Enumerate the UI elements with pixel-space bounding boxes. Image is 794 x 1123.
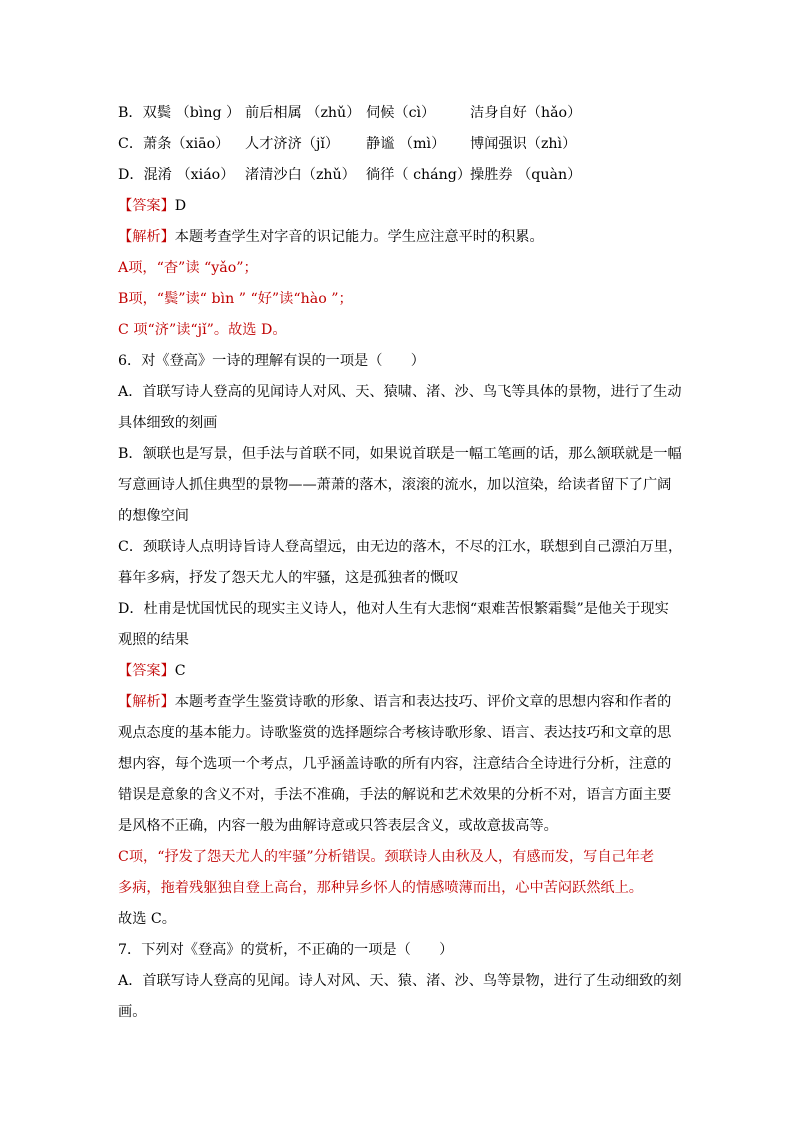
q6-option-b-line: 写意画诗人抓住典型的景物——萧萧的落木，滚滚的流水，加以渲染，给读者留下了广阔 (118, 477, 672, 493)
q6-analysis-line: 想内容，每个选项一个考点，几乎涵盖诗歌的所有内容，注意结合全诗进行分析，注意的 (118, 756, 672, 772)
q6-option-b-line: B．颔联也是写景，但手法与首联不同，如果说首联是一幅工笔画的话，那么颔联就是一幅 (118, 446, 682, 462)
answer-value: D (174, 198, 187, 214)
q5-analysis (118, 222, 680, 253)
answer-tag: 【答案】 (118, 663, 175, 679)
option-text (118, 98, 240, 129)
option-word: 渚清沙白（zhǔ） (245, 167, 356, 183)
q6-note-line: C项，“抒发了怨天尤人的牢骚”分析错误。颈联诗人由秋及人，有感而发，写自己年老 (118, 849, 655, 865)
q5-note-c: C 项“济”读“jǐ”。故选 D。 (118, 322, 287, 338)
q6-note-line: 多病，拖着残躯独自登上高台，那种异乡怀人的情感喷薄而出，心中苦闷跃然纸上。 (118, 880, 643, 896)
option-letter: B． (118, 105, 143, 121)
q6-option-d-line: D．杜甫是忧国忧民的现实主义诗人，他对人生有大悲悯“艰难苦恨繁霜鬓”是他关于现实 (118, 601, 669, 617)
option-letter: C． (118, 136, 144, 152)
q7-stem: 7．下列对《登高》的赏析，不正确的一项是（ ） (118, 942, 454, 958)
q5-answer (118, 191, 680, 222)
q6-option-c-line: 暮年多病，抒发了怨天尤人的牢骚，这是孤独者的慨叹 (118, 570, 459, 586)
option-letter: D． (118, 167, 144, 183)
q6-option-a-line: A．首联写诗人登高的见闻诗人对风、天、猿啸、渚、沙、鸟飞等具体的景物，进行了生动 (118, 384, 682, 400)
q7-option-a-line: 画。 (118, 1004, 147, 1020)
analysis-text: 本题考查学生对字音的识记能力。学生应注意平时的积累。 (174, 229, 544, 245)
q5-option-b (118, 98, 680, 129)
q5-note-a: A项，“杳”读 “yǎo”； (118, 260, 258, 276)
option-word: 前后相属 （zhǔ） (245, 105, 361, 121)
analysis-text: 本题考查学生鉴赏诗歌的形象、语言和表达技巧、评价文章的思想内容和作者的 (174, 694, 672, 710)
answer-value: C (174, 663, 186, 679)
option-word: 双鬓 （bìng ） (142, 105, 241, 121)
analysis-tag: 【解析】 (118, 229, 175, 245)
q7-option-a-line: A．首联写诗人登高的见闻。诗人对风、天、猿、渚、沙、鸟等景物，进行了生动细致的刻 (118, 973, 682, 989)
q6-option-c-line: C．颈联诗人点明诗旨诗人登高望远，由无边的落木，不尽的江水，联想到自己漂泊万里， (118, 539, 683, 555)
option-word: 混淆 （xiáo） (143, 167, 235, 183)
q6-analysis-line: 错误是意象的含义不对，手法不准确，手法的解说和艺术效果的分析不对，语言方面主要 (118, 787, 672, 803)
option-word: 人才济济（jǐ） (245, 136, 340, 152)
option-word: 萧条（xiāo） (143, 136, 230, 152)
analysis-tag: 【解析】 (118, 694, 175, 710)
q5-note-b: B项，“鬓”读“ bìn ” “好”读“hào ”； (118, 291, 353, 307)
option-word: 操胜券 （quàn） (470, 167, 582, 183)
option-word: 博闻强识（zhì） (470, 136, 577, 152)
q6-option-a-line: 具体细致的刻画 (118, 415, 218, 431)
q6-analysis-line: 是风格不正确，内容一般为曲解诗意或只答表层含义，或故意拔高等。 (118, 818, 558, 834)
option-word: 伺候（cì） (366, 105, 436, 121)
q6-analysis-line (118, 687, 680, 718)
option-text (118, 160, 234, 191)
option-word: 洁身自好（hǎo） (470, 105, 582, 121)
q6-conclusion: 故选 C。 (118, 911, 176, 927)
document-page (118, 98, 683, 1028)
q5-option-c (118, 129, 680, 160)
q6-option-d-line: 观照的结果 (118, 632, 189, 648)
q6-stem: 6．对《登高》一诗的理解有误的一项是（ ） (118, 353, 425, 369)
q5-option-d (118, 160, 680, 191)
option-word: 徜徉（ cháng） (366, 167, 472, 183)
option-text (118, 129, 229, 160)
q6-analysis-line: 观点态度的基本能力。诗歌鉴赏的选择题综合考核诗歌形象、语言、表达技巧和文章的思 (118, 725, 672, 741)
q6-answer (118, 656, 680, 687)
q6-option-b-line: 的想像空间 (118, 508, 189, 524)
answer-tag: 【答案】 (118, 198, 175, 214)
option-word: 静谧 （mì） (366, 136, 446, 152)
